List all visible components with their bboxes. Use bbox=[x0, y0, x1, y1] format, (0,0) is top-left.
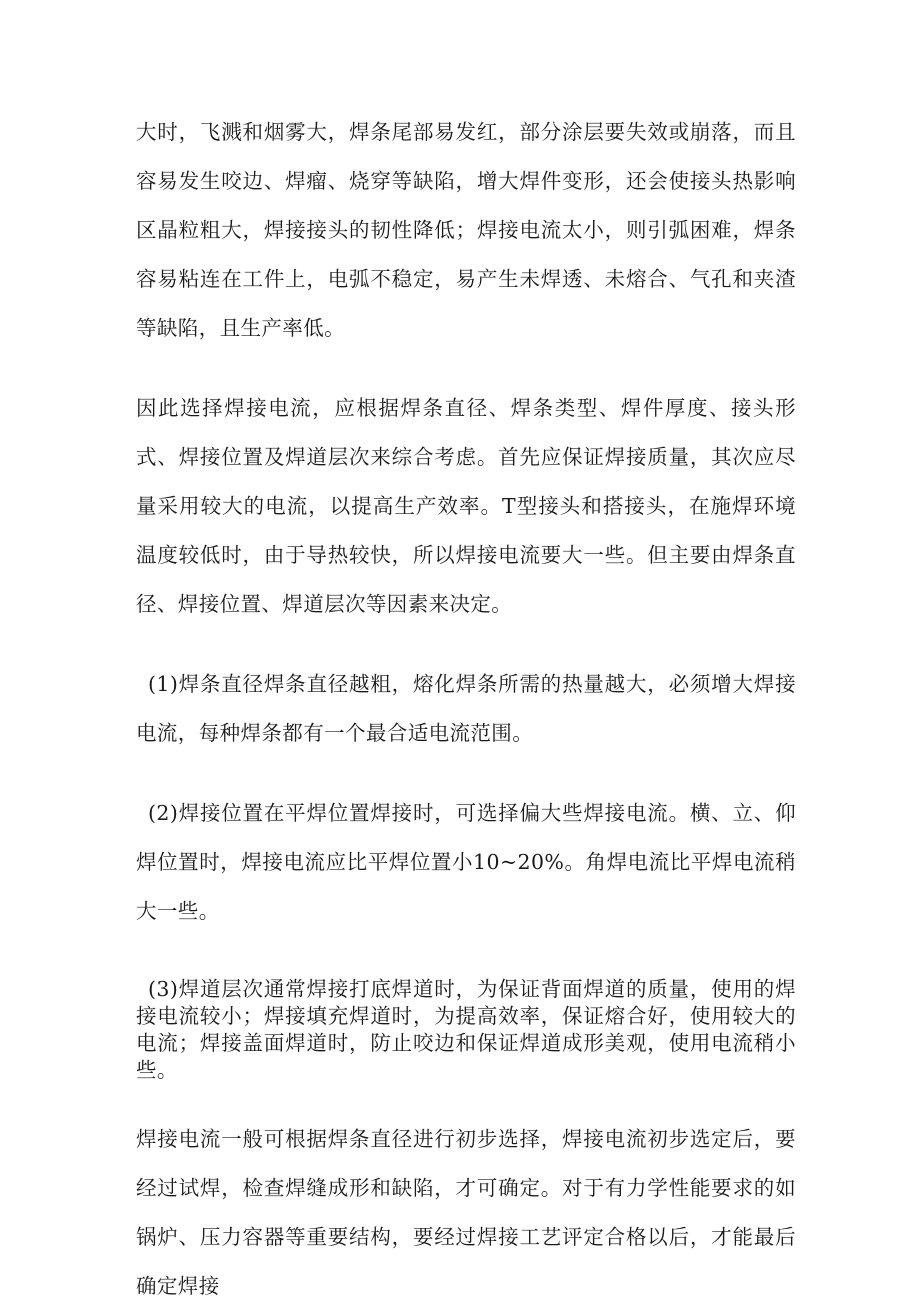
paragraph-welding-current-too-high-low: 大时，飞溅和烟雾大，焊条尾部易发红，部分涂层要失效或崩落，而且容易发生咬边、焊瘤、烧穿等缺陷，增大焊件变形，还会使接头热影响区晶粒粗大，焊接接头的韧性降低；焊接电流太小，则引弧困难，焊条容易粘连在工件上，电弧不稳定，易产生未焊透、未熔合、气孔和夹渣等缺陷，且生产率低。 bbox=[136, 120, 796, 340]
paragraph-weld-pass-layer: (3)焊道层次通常焊接打底焊道时，为保证背面焊道的质量，使用的焊接电流较小；焊接填充焊道时，为提高效率，保证熔合好，使用较大的电流；焊接盖面焊道时，防止咬边和保证焊道成形美观，使用电流稍小些。 bbox=[136, 977, 796, 1082]
document-page bbox=[136, 108, 796, 1311]
paragraph-electrode-diameter: (1)焊条直径焊条直径越粗，熔化焊条所需的热量越大，必须增大焊接电流，每种焊条都有一个最合适电流范围。 bbox=[136, 672, 796, 745]
paragraph-current-selection-factors: 因此选择焊接电流，应根据焊条直径、焊条类型、焊件厚度、接头形式、焊接位置及焊道层次来综合考虑。首先应保证焊接质量，其次应尽量采用较大的电流，以提高生产效率。T型接头和搭接头，在施焊环境温度较低时，由于导热较快，所以焊接电流要大一些。但主要由焊条直径、焊接位置、焊道层次等因素来决定。 bbox=[136, 396, 796, 616]
paragraph-initial-selection-trial: 焊接电流一般可根据焊条直径进行初步选择，焊接电流初步选定后，要经过试焊，检查焊缝成形和缺陷，才可确定。对于有力学性能要求的如锅炉、压力容器等重要结构，要经过焊接工艺评定合格以后，才能最后确定焊接 bbox=[136, 1127, 796, 1298]
paragraph-welding-position: (2)焊接位置在平焊位置焊接时，可选择偏大些焊接电流。横、立、仰焊位置时，焊接电流应比平焊位置小10~20%。角焊电流比平焊电流稍大一些。 bbox=[136, 801, 796, 923]
